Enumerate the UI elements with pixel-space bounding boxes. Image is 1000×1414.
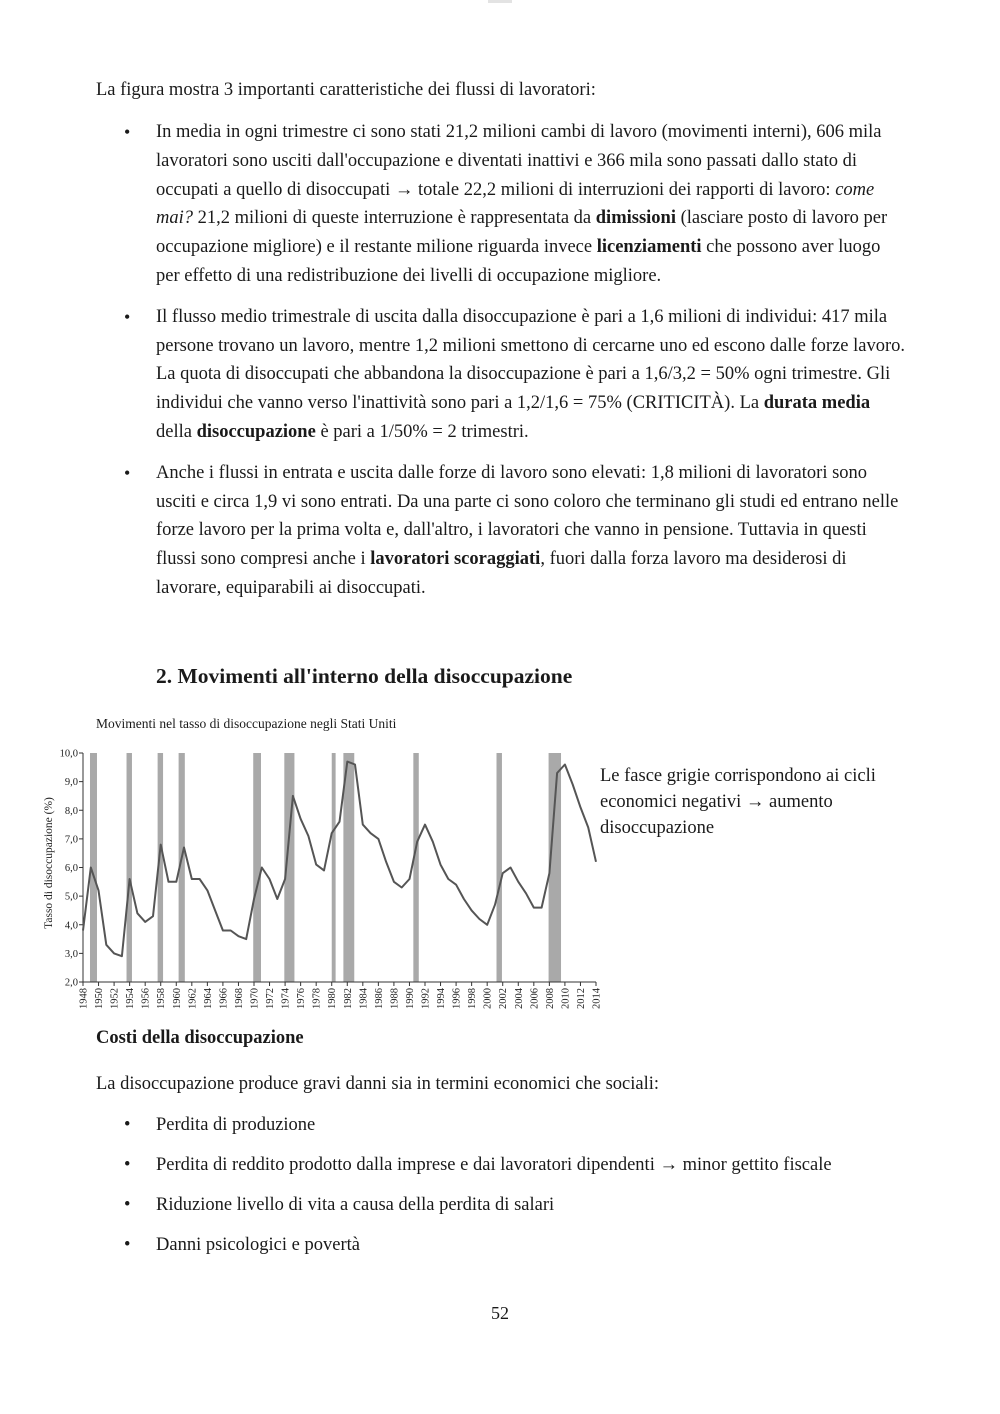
- bullet-text: [156, 122, 887, 286]
- y-tick-label: 5,0: [64, 891, 78, 903]
- x-tick-label: 1996: [451, 988, 463, 1009]
- x-tick-label: 2008: [544, 988, 556, 1009]
- recession-band: [332, 753, 336, 982]
- x-tick-label: 2006: [529, 988, 541, 1009]
- x-axis: [79, 982, 603, 1009]
- text-run: è pari a 1/50% = 2 trimestri.: [315, 421, 529, 442]
- x-tick-label: 1974: [280, 988, 292, 1009]
- x-tick-label: 1980: [327, 988, 339, 1009]
- bullet-dot: •: [124, 1195, 131, 1215]
- y-axis: [60, 749, 83, 989]
- cost-item-text: Perdita di reddito prodotto dalla imprese e dai lavoratori dipendenti → minor gettito fiscale: [156, 1155, 832, 1175]
- x-tick-label: 1970: [249, 988, 261, 1009]
- x-tick-label: 1964: [202, 988, 214, 1009]
- x-tick-label: 1992: [420, 988, 432, 1009]
- recession-band: [127, 753, 132, 982]
- recession-band: [497, 753, 502, 982]
- bullet-dot: •: [124, 1155, 131, 1175]
- x-tick-label: 1998: [467, 988, 479, 1009]
- bold-term: disoccupazione: [196, 421, 316, 442]
- bullet-dot: •: [124, 462, 131, 483]
- y-tick-label: 6,0: [64, 863, 78, 874]
- x-tick-label: 2010: [560, 988, 572, 1009]
- x-tick-label: 1956: [140, 988, 152, 1009]
- y-tick-label: 2,0: [64, 977, 78, 989]
- x-tick-label: 2014: [591, 988, 603, 1009]
- chart-caption: Movimenti nel tasso di disoccupazione negli Stati Uniti: [96, 716, 397, 731]
- header-mark: [488, 0, 512, 3]
- cost-item-text: Perdita di produzione: [156, 1115, 316, 1135]
- bullet-item: [96, 303, 906, 447]
- bullet-item: [96, 459, 906, 603]
- x-tick-label: 1954: [125, 988, 137, 1009]
- cost-item-text: Danni psicologici e povertà: [156, 1235, 360, 1255]
- intro-paragraph: La figura mostra 3 importanti caratteristiche dei flussi di lavoratori:: [96, 80, 596, 100]
- text-run: 21,2 milioni di queste interruzione è rappresentata da: [193, 208, 596, 229]
- bullet-dot: •: [124, 1235, 131, 1255]
- x-tick-label: 1958: [156, 988, 168, 1009]
- costs-title: Costi della disoccupazione: [96, 1028, 304, 1048]
- recession-band: [343, 753, 354, 982]
- x-tick-label: 2000: [482, 988, 494, 1009]
- x-tick-label: 1984: [358, 988, 370, 1009]
- x-tick-label: 1982: [342, 988, 354, 1009]
- x-tick-label: 1960: [171, 988, 183, 1009]
- cost-item: [96, 1191, 916, 1219]
- cost-item: [96, 1231, 916, 1259]
- y-tick-label: 8,0: [64, 805, 78, 817]
- y-tick-label: 4,0: [64, 920, 78, 932]
- x-tick-label: 2012: [575, 988, 587, 1009]
- text-run: In media in ogni trimestre ci sono stati 21,2 milioni cambi di lavoro (movimenti interni), 606 mila lavoratori sono usciti dall'occupazione e diventati inattivi e 366 mila sono passati dallo stato di occupati a quello di disoccupati → totale 22,2 milioni di interruzioni dei rapporti di lavoro:: [156, 122, 882, 200]
- x-tick-label: 1952: [109, 988, 121, 1009]
- bold-term: licenziamenti: [596, 237, 702, 258]
- y-tick-label: 3,0: [64, 948, 78, 960]
- costs-list: [96, 1111, 916, 1271]
- recession-band: [413, 753, 418, 982]
- x-tick-label: 1972: [265, 988, 277, 1009]
- x-tick-label: 1950: [94, 988, 106, 1009]
- y-tick-label: 9,0: [64, 777, 78, 789]
- cost-item: [96, 1151, 916, 1179]
- unemployment-chart: [40, 738, 603, 1016]
- bullet-dot: •: [124, 1115, 131, 1135]
- bullet-dot: •: [124, 306, 131, 327]
- text-run: Anche i flussi in entrata e uscita dalle forze di lavoro sono elevati: 1,8 milioni di lavoratori sono usciti e circa 1,9 vi sono entrati. Da una parte ci sono coloro che terminano gli studi ed entrano nelle forze lavoro per la prima volta e, dall'altro, i lavoratori che vanno in pensione. Tuttavia in questi flussi sono compresi anche i: [156, 462, 899, 570]
- bold-term: dimissioni: [595, 208, 676, 229]
- costs-intro: La disoccupazione produce gravi danni sia in termini economici che sociali:: [96, 1074, 660, 1094]
- x-tick-label: 1986: [373, 988, 385, 1009]
- y-tick-label: 7,0: [64, 834, 78, 846]
- cost-item-text: Riduzione livello di vita a causa della perdita di salari: [156, 1195, 555, 1215]
- bullet-dot: •: [124, 122, 131, 142]
- x-tick-label: 1990: [404, 988, 416, 1009]
- recession-band: [253, 753, 261, 982]
- text-run: Il flusso medio trimestrale di uscita dalla disoccupazione è pari a 1,6 milioni di individui: 417 mila persone trovano un lavoro, mentre 1,2 milioni smettono di cercarne uno ed escono dalle forze lavoro. La quota di disoccupati che abbandona la disoccupazione è pari a 1,6/3,2 = 50% ogni trimestre. Gli individui che vanno verso l'inattività sono pari a 1,2/1,6 = 75% (CRITICITÀ). La: [156, 306, 906, 414]
- x-tick-label: 1962: [187, 988, 199, 1009]
- x-tick-label: 1978: [311, 988, 323, 1009]
- bold-term: durata media: [763, 393, 871, 414]
- text-run: della: [156, 421, 197, 442]
- x-tick-label: 2002: [498, 988, 510, 1009]
- text-run: , fuori dalla forza lavoro ma desiderosi di lavorare, equiparabili ai disoccupati.: [156, 549, 847, 598]
- y-tick-label: 10,0: [59, 748, 78, 760]
- x-tick-label: 1976: [296, 988, 308, 1009]
- section-title: 2. Movimenti all'interno della disoccupazione: [156, 664, 573, 688]
- x-tick-label: 2004: [513, 988, 525, 1009]
- chart-note: Le fasce grigie corrispondono ai cicli economici negativi → aumento disoccupazione: [600, 766, 876, 838]
- x-tick-label: 1994: [436, 988, 448, 1009]
- bullet-text: [156, 463, 898, 598]
- bold-term: lavoratori scoraggiati: [370, 549, 541, 570]
- italic-phrase: come mai?: [156, 179, 875, 229]
- x-tick-label: 1948: [78, 988, 90, 1009]
- bullet-item: [96, 118, 906, 291]
- text-run: che possono aver luogo per effetto di una redistribuzione dei livelli di occupazione migliore.: [156, 237, 881, 286]
- bullet-text: [156, 307, 905, 442]
- page-number: 52: [491, 1303, 509, 1323]
- x-tick-label: 1966: [218, 988, 230, 1009]
- flows-bullet-list: [96, 118, 906, 615]
- text-run: (lasciare posto di lavoro per occupazione migliore) e il restante milione riguarda invece: [156, 208, 888, 258]
- x-tick-label: 1988: [389, 988, 401, 1009]
- x-tick-label: 1968: [233, 988, 245, 1009]
- cost-item: [96, 1111, 916, 1139]
- y-axis-label: Tasso di disoccupazione (%): [43, 797, 55, 929]
